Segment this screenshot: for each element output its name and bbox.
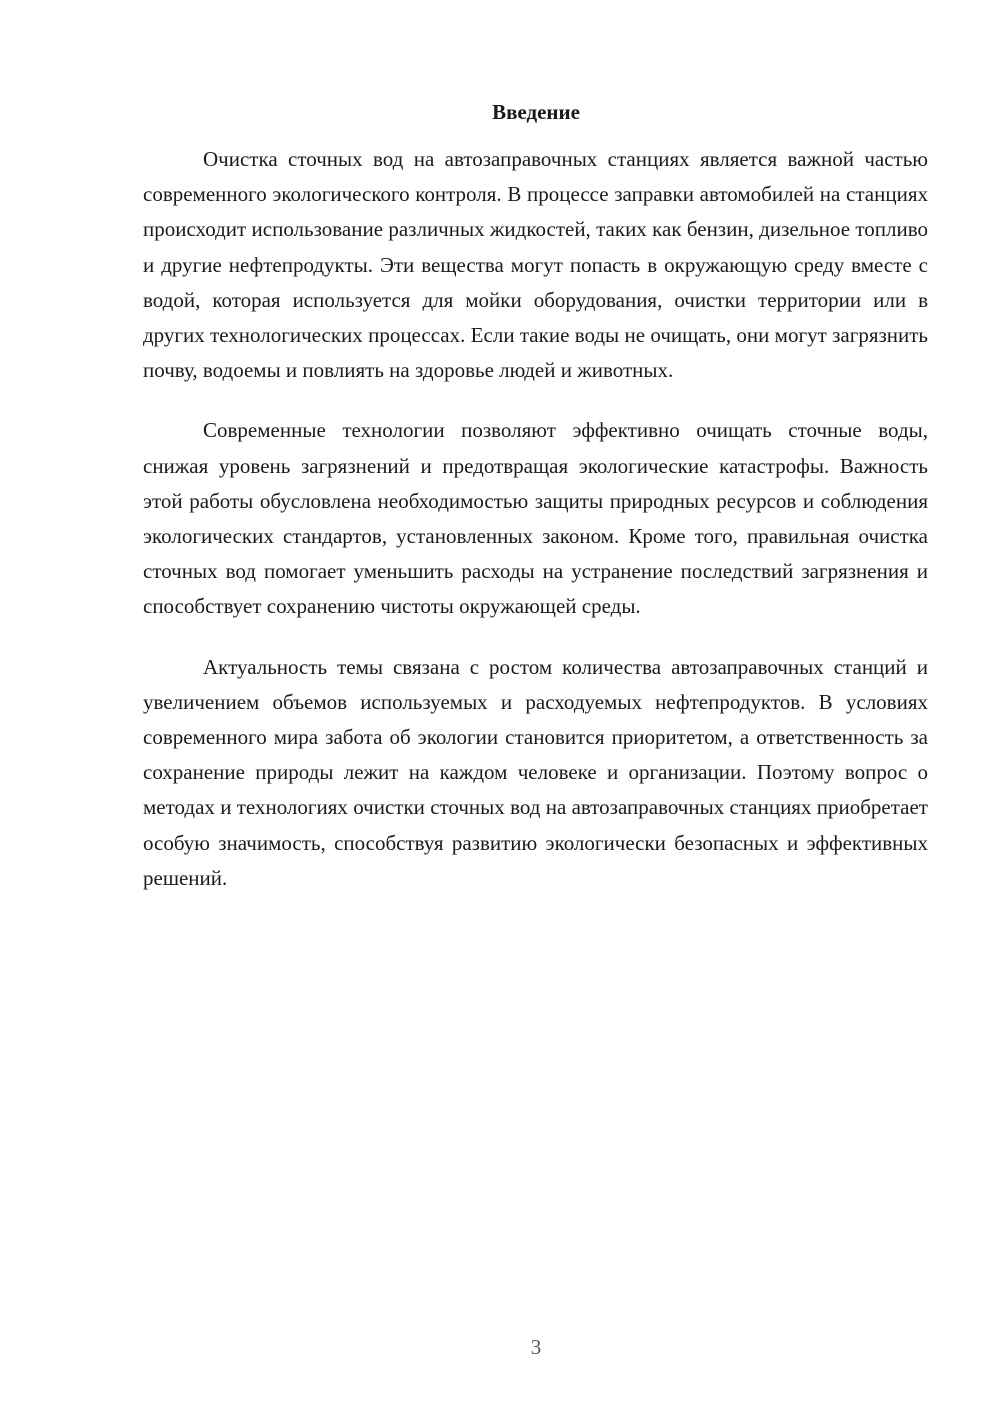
page-number: 3: [530, 1335, 542, 1359]
paragraph-2: Современные технологии позволяют эффективно очищать сточные воды, снижая уровень загрязнений и предотвращая экологические катастрофы. Важность этой работы обусловлена необходимостью защиты природных ресурсов и соблюдения экологических стандартов, установленных законом. Кроме того, правильная очистка сточных вод помогает уменьшить расходы на устранение последствий загрязнения и способствует сохранению чистоты окружающей среды.: [143, 418, 928, 619]
page-title: Введение: [492, 100, 580, 124]
paragraph-1: Очистка сточных вод на автозаправочных станциях является важной частью современного экологического контроля. В процессе заправки автомобилей на станциях происходит использование различных жидкостей, таких как бензин, дизельное топливо и другие нефтепродукты. Эти вещества могут попасть в окружающую среду вместе с водой, которая используется для мойки оборудования, очистки территории или в других технологических процессах. Если такие воды не очищать, они могут загрязнить почву, водоемы и повлиять на здоровье людей и животных.: [143, 147, 928, 383]
document-body: [143, 142, 928, 896]
paragraph-3: Актуальность темы связана с ростом количества автозаправочных станций и увеличением объемов используемых и расходуемых нефтепродуктов. В условиях современного мира забота об экологии становится приоритетом, а ответственность за сохранение природы лежит на каждом человеке и организации. Поэтому вопрос о методах и технологиях очистки сточных вод на автозаправочных станциях приобретает особую значимость, способствуя развитию экологически безопасных и эффективных решений.: [143, 654, 928, 890]
